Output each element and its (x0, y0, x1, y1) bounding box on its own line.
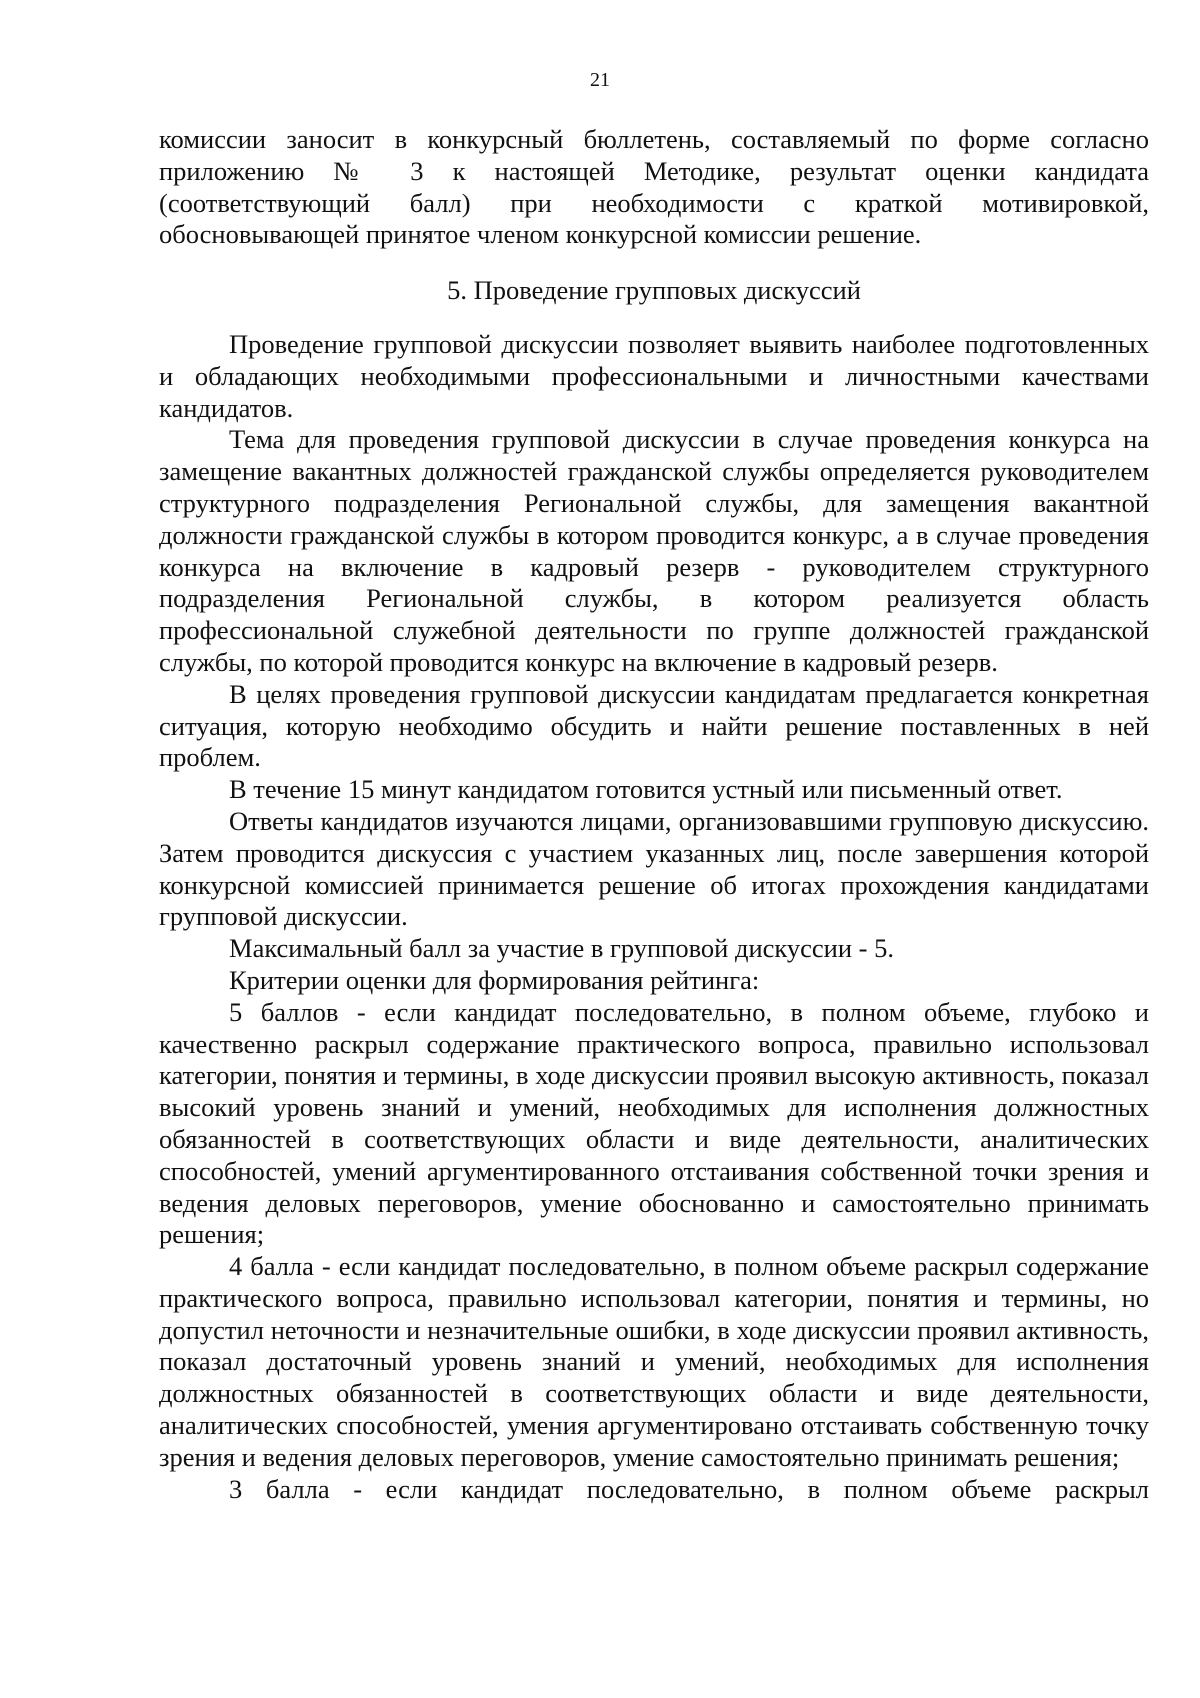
criteria-item: 3 балла - если кандидат последовательно, в полном объеме раскрыл (229, 1473, 1149, 1504)
paragraph: Критерии оценки для формирования рейтинга: (229, 964, 760, 995)
paragraph: Проведение групповой дискуссии позволяет выявить наиболее подготовленных и обладающих необходимыми профессиональными и личностными качествами кандидатов. (159, 328, 1149, 423)
paragraph: Ответы кандидатов изучаются лицами, организовавшими групповую дискуссию. Затем проводится дискуссия с участием указанных лиц, после завершения которой конкурсной комиссией принимается решение об итогах прохождения кандидатами групповой дискуссии. (159, 805, 1149, 932)
paragraph-continuation: комиссии заносит в конкурсный бюллетень, составляемый по форме согласно приложению № 3 к настоящей Методике, результат оценки кандидата (соответствующий балл) при необходимости с краткой мотивировкой, обосновывающей принятое членом конкурсной комиссии решение. (159, 124, 1149, 250)
criteria-item: 4 балла - если кандидат последовательно, в полном объеме раскрыл содержание практического вопроса, правильно использовал категории, понятия и термины, но допустил неточности и незначительные ошибки, в ходе дискуссии проявил активность, показал достаточный уровень знаний и умений, необходимых для исполнения должностных обязанностей в соответствующих области и виде деятельности, аналитических способностей, умения аргументировано отстаивать собственную точку зрения и ведения деловых переговоров, умение самостоятельно принимать решения; (159, 1251, 1149, 1472)
paragraph: В целях проведения групповой дискуссии кандидатам предлагается конкретная ситуация, которую необходимо обсудить и найти решение поставленных в ней проблем. (159, 678, 1149, 773)
paragraph: В течение 15 минут кандидатом готовится устный или письменный ответ. (229, 774, 1063, 805)
section-heading: 5. Проведение групповых дискуссий (447, 275, 861, 306)
paragraph: Максимальный балл за участие в групповой дискуссии - 5. (229, 933, 894, 964)
page-number: 21 (590, 69, 610, 91)
criteria-item: 5 баллов - если кандидат последовательно, в полном объеме, глубоко и качественно раскрыл содержание практического вопроса, правильно использовал категории, понятия и термины, в ходе дискуссии проявил высокую активность, показал высокий уровень знаний и умений, необходимых для исполнения должностных обязанностей в соответствующих области и виде деятельности, аналитических способностей, умений аргументированного отстаивания собственной точки зрения и ведения деловых переговоров, умение обоснованно и самостоятельно принимать решения; (159, 996, 1149, 1250)
paragraph: Тема для проведения групповой дискуссии в случае проведения конкурса на замещение вакантных должностей гражданской службы определяется руководителем структурного подразделения Региональной службы, для замещения вакантной должности гражданской службы в котором проводится конкурс, а в случае проведения конкурса на включение в кадровый резерв - руководителем структурного подразделения Региональной службы, в котором реализуется область профессиональной служебной деятельности по группе должностей гражданской службы, по которой проводится конкурс на включение в кадровый резерв. (159, 424, 1149, 677)
document-body (159, 124, 1149, 1505)
